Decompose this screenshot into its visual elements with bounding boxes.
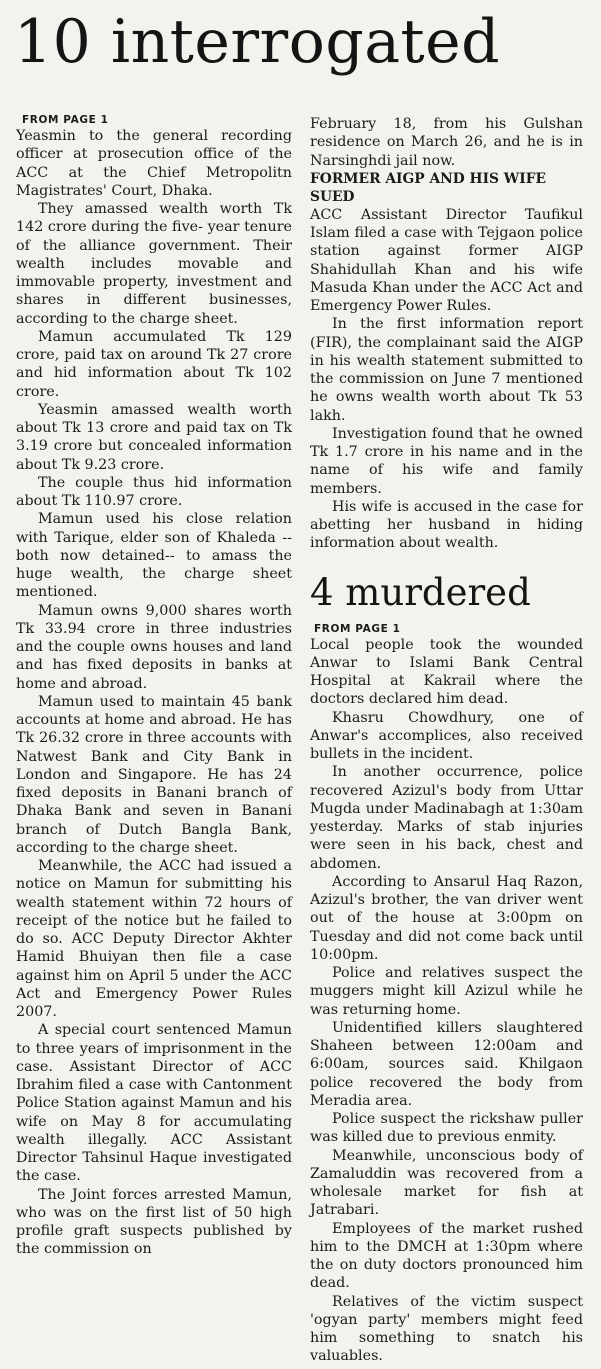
- paragraph: In another occurrence, police recovered Azizul's body from Uttar Mugda under Madinabagh at 1:30am yesterday. Marks of stab injuries were seen in his back, chest and abdomen.: [310, 764, 583, 872]
- subheading: FORMER AIGP AND HIS WIFE SUED: [310, 170, 547, 205]
- paragraph: Mamun owns 9,000 shares worth Tk 33.94 crore in three industries and the couple owns houses and land and has fixed deposits in banks at home and abroad.: [16, 602, 292, 692]
- from-page-label: FROM PAGE 1: [314, 622, 401, 635]
- paragraph: Employees of the market rushed him to the DMCH at 1:30pm where the on duty doctors pronounced him dead.: [310, 1220, 583, 1292]
- paragraph: His wife is accused in the case for abetting her husband in hiding information about wealth.: [310, 498, 583, 552]
- paragraph: In the first information report (FIR), the complainant said the AIGP in his wealth statement submitted to the commission on June 7 mentioned he owns wealth worth about Tk 53 lakh.: [310, 316, 583, 424]
- paragraph: Investigation found that he owned Tk 1.7 crore in his name and in the name of his wife and family members.: [310, 425, 583, 497]
- paragraph: ACC Assistant Director Taufikul Islam filed a case with Tejgaon police station against former AIGP Shahidullah Khan and his wife Masuda Khan under the ACC Act and Emergency Power Rules.: [310, 206, 583, 314]
- paragraph: Relatives of the victim suspect 'ogyan party' members might feed him something to snatch his valuables.: [310, 1293, 583, 1365]
- headline-10-interrogated: 10 interrogated: [14, 7, 501, 77]
- right-column: [310, 115, 583, 1366]
- paragraph: Unidentified killers slaughtered Shaheen between 12:00am and 6:00am, sources said. Khilgaon police recovered the body from Meradia area.: [310, 1019, 583, 1109]
- paragraph: Yeasmin to the general recording officer at prosecution office of the ACC at the Chief Metropolitn Magistrates' Court, Dhaka.: [16, 128, 292, 199]
- paragraph: The Joint forces arrested Mamun, who was on the first list of 50 high profile graft suspects published by the commission on: [16, 1186, 292, 1258]
- paragraph: They amassed wealth worth Tk 142 crore during the five- year tenure of the alliance government. Their wealth includes movable and immovable property, investment and shares in different businesses, according to the charge sheet.: [16, 201, 292, 327]
- paragraph: Mamun used his close relation with Tarique, elder son of Khaleda -- both now detained-- to amass the huge wealth, the charge sheet mentioned.: [16, 511, 292, 601]
- paragraph: Khasru Chowdhury, one of Anwar's accomplices, also received bullets in the incident.: [310, 709, 583, 762]
- paragraph: Police and relatives suspect the muggers might kill Azizul while he was returning home.: [310, 965, 583, 1018]
- paragraph: Mamun used to maintain 45 bank accounts at home and abroad. He has Tk 26.32 crore in three accounts with Natwest Bank and City Bank in London and Singapore. He has 24 fixed deposits in Banani branch of Dhaka Bank and seven in Banani branch of Dutch Bangla Bank, according to the charge sheet.: [16, 693, 292, 856]
- paragraph: Meanwhile, the ACC had issued a notice on Mamun for submitting his wealth statement within 72 hours of receipt of the notice but he failed to do so. ACC Deputy Director Akhter Hamid Bhuiyan then file a case against him on April 5 under the ACC Act and Emergency Power Rules 2007.: [16, 858, 292, 1020]
- left-column: [16, 114, 292, 1259]
- headline-4-murdered: 4 murdered: [310, 570, 531, 614]
- paragraph: Police suspect the rickshaw puller was killed due to previous enmity.: [310, 1111, 583, 1146]
- paragraph-continuation: February 18, from his Gulshan residence on March 26, and he is in Narsinghdi jail now.: [310, 116, 583, 169]
- paragraph: Mamun accumulated Tk 129 crore, paid tax on around Tk 27 crore and hid information about Tk 102 crore.: [16, 328, 292, 400]
- paragraph: A special court sentenced Mamun to three years of imprisonment in the case. Assistant Director of ACC Ibrahim filed a case with Cantonment Police Station against Mamun and his wife on May 8 for accumulating wealth illegally. ACC Assistant Director Tahsinul Haque investigated the case.: [16, 1022, 292, 1185]
- from-page-label: FROM PAGE 1: [22, 114, 109, 126]
- paragraph: Local people took the wounded Anwar to Islami Bank Central Hospital at Kakrail where the doctors declared him dead.: [310, 636, 583, 708]
- paragraph: Yeasmin amassed wealth worth about Tk 13 crore and paid tax on Tk 3.19 crore but concealed information about Tk 9.23 crore.: [16, 401, 292, 473]
- paragraph: Meanwhile, unconscious body of Zamaluddin was recovered from a wholesale market for fish at Jatrabari.: [310, 1147, 583, 1219]
- paragraph: The couple thus hid information about Tk 110.97 crore.: [16, 474, 292, 509]
- paragraph: According to Ansarul Haq Razon, Azizul's brother, the van driver went out of the house at 3:00pm on Tuesday and did not come back until 10:00pm.: [310, 873, 583, 963]
